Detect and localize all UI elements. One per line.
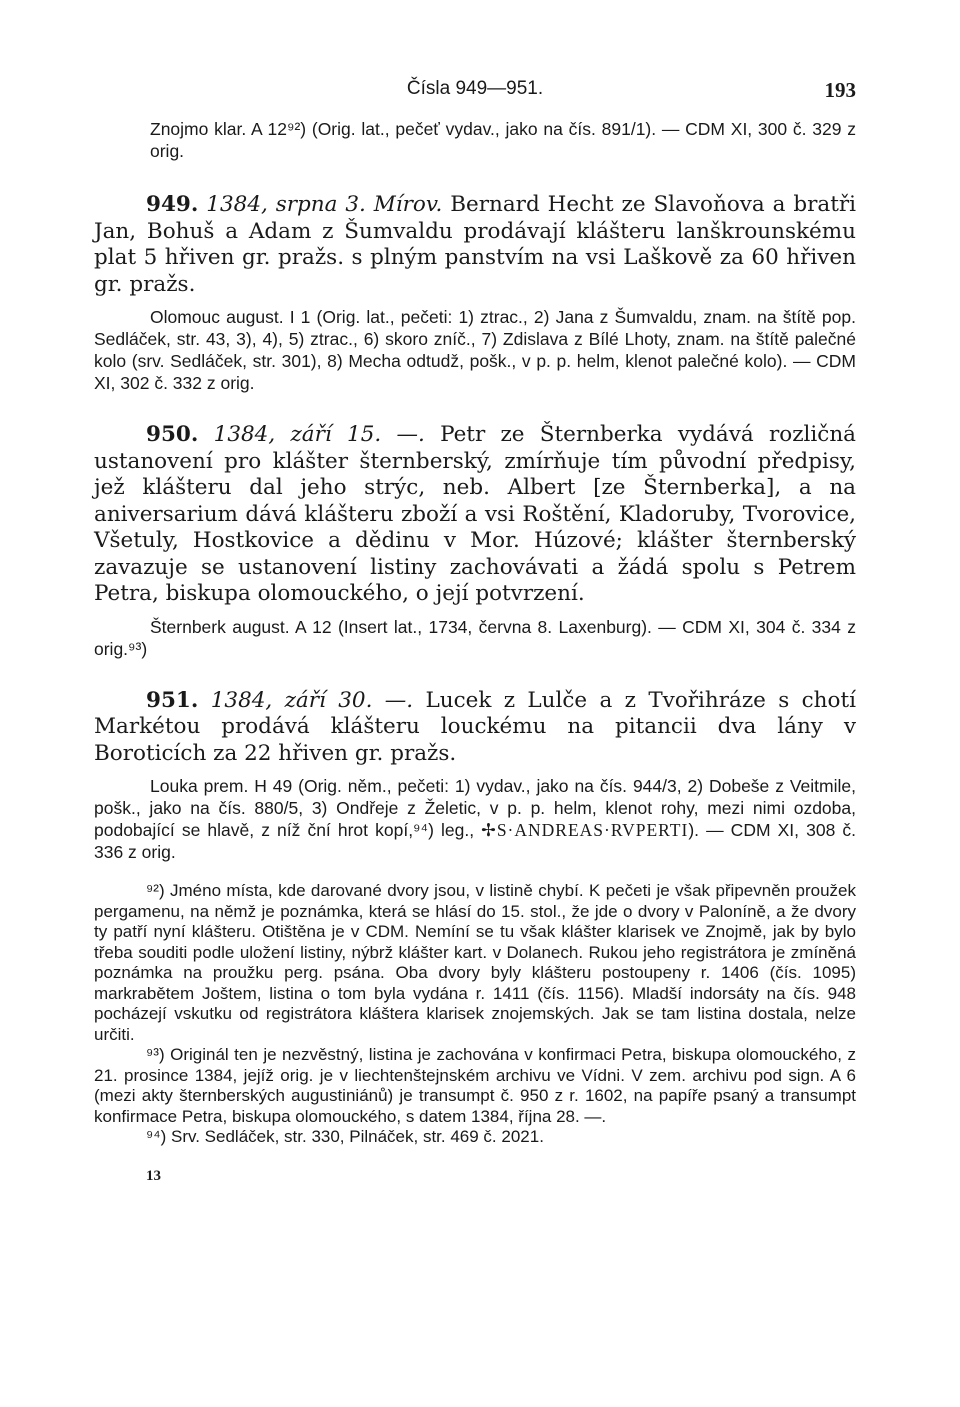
printer-signature: 13 [146,1167,161,1184]
entry-source-949: Olomouc august. I 1 (Orig. lat., pečeti: 1) ztrac., 2) Jana z Šumvaldu, znam. na štítě pop. Sedláček, str. 43, 3), 4), 5) ztrac., 6) skoro zníč., 7) Zdislava z Bílé Lhoty, znam. na štítě palečné kolo (srv. Sedláček, str. 301), 8) Mecha odtudž, pošk., v p. p. helm, klenot palečné kolo). — CDM XI, 302 č. 332 z orig. [94,307,856,393]
source-text-end: ). — CDM XI, 308 č. 336 z orig. [94,820,856,862]
entry-source-951 [94,775,856,863]
entry-regest: Lucek z Lulče a z Tvořihráze s chotí Markétou prodává klášteru louckému na pitancii dva lány v Boroticích za 22 hřiven gr. pražs. [94,687,856,766]
footnote-93 [94,1045,856,1127]
footnote-94 [94,1127,856,1148]
entry-950 [94,422,856,608]
entry-number: 950. [146,422,199,447]
entry-date-place: 1384, září 30. —. [210,687,414,713]
footnote-92 [94,881,856,1045]
entry-source-950: Šternberk august. A 12 (Insert lat., 1734, června 8. Laxenburg). — CDM XI, 304 č. 334 z orig.⁹³) [94,616,856,659]
source-text: Louka prem. H 49 (Orig. něm., pečeti: 1) vydav., jako na čís. 944/3, 2) Dobeše z Veitmile, pošk., jako na čís. 880/5, 3) Ondřeje z Želetic, v p. p. helm, klenot rohy, mezi nimi ozdoba, podobající se hlavě, z níž ční hrot kopí,⁹⁴) leg., [94,776,856,840]
entry-regest: Bernard Hecht ze Slavoňova a bratři Jan, Bohuš a Adam z Šumvaldu prodávají klášteru lanškrounskému plat 5 hřiven gr. pražs. s plným panstvím na vsi Laškově za 60 hřiven gr. pražs. [94,192,856,297]
page-header [94,78,856,118]
entry-949 [94,192,856,298]
footnote-mark: ⁹³) [146,1045,165,1064]
entry-number: 951. [146,687,199,713]
entry-date-place: 1384, září 15. —. [213,422,425,447]
footnote-text: Originál ten je nezvěstný, listina je zachována v konfirmaci Petra, biskupa olomouckého, z 21. prosince 1384, jejíž orig. je v liechtenštejnském archivu ve Vídni. V zem. archivu pod sign. A 6 (mezi akty šternberských augustiniánů) je transumpt č. 950 z r. 1602, na papíře psaný a transumpt konfirmace Petra, biskupa olomouckého, s datem 1384, října 28. —. [94,1045,856,1126]
entry-951 [94,688,856,768]
footnotes [94,881,856,1148]
seal-legend: ✢S·ANDREAS·RVPERTI [481,820,689,840]
footnote-text: Srv. Sedláček, str. 330, Pilnáček, str. 469 č. 2021. [170,1127,544,1146]
footnote-mark: ⁹⁴) [146,1127,167,1146]
entry-date-place: 1384, srpna 3. Mírov. [206,192,443,217]
previous-entry-source: Znojmo klar. A 12⁹²) (Orig. lat., pečeť vydav., jako na čís. 891/1). — CDM XI, 300 č. 329 z orig. [150,119,856,161]
running-title: Čísla 949—951. [406,78,544,99]
footnote-text: Jméno místa, kde darované dvory jsou, v listině chybí. K pečeti je však připevněn proužek pergamenu, na němž je poznámka, která se hlásí do 15. stol., že jde o dvory v Paloníně, a že dvory ty patří nyní klášteru. Otištěna je v CDM. Nemíní se tu však klášter klarisek ve Znojmě, jak by bylo třeba souditi podle uložení listiny, nýbrž klášter kart. v Dolanech. Rukou jeho registrátora je zmíněná poznámka na proužku perg. psána. Oba dvory byly klášteru postoupeny r. 1406 (čís. 1095) markrabětem Joštem, listina o tom byla vydána r. 1411 (čís. 1156). Mladší indorsáty na čís. 948 pocházejí vskutku od registrátora kláštera klarisek znojemských. Jak se tam listina dostala, nelze určiti. [94,881,856,1044]
page-number: 193 [824,78,856,102]
entry-number: 949. [146,192,199,217]
footnote-mark: ⁹²) [146,881,165,900]
entry-regest: Petr ze Šternberka vydává rozličná ustanovení pro klášter šternberský, zmírňuje tím původní předpisy, jež klášteru dal jeho strýc, neb. Albert [ze Šternberka], a na aniversarium dává klášteru zboží a vsi Roštění, Kladoruby, Tvorovice, Všetuly, Hostkovice a dědinu v Mor. Húzové; klášter šternberský zavazuje se ustanovení listiny zachovávati a žádá spolu s Petrem Petra, biskupa olomouckého, o její potvrzení. [94,422,856,606]
